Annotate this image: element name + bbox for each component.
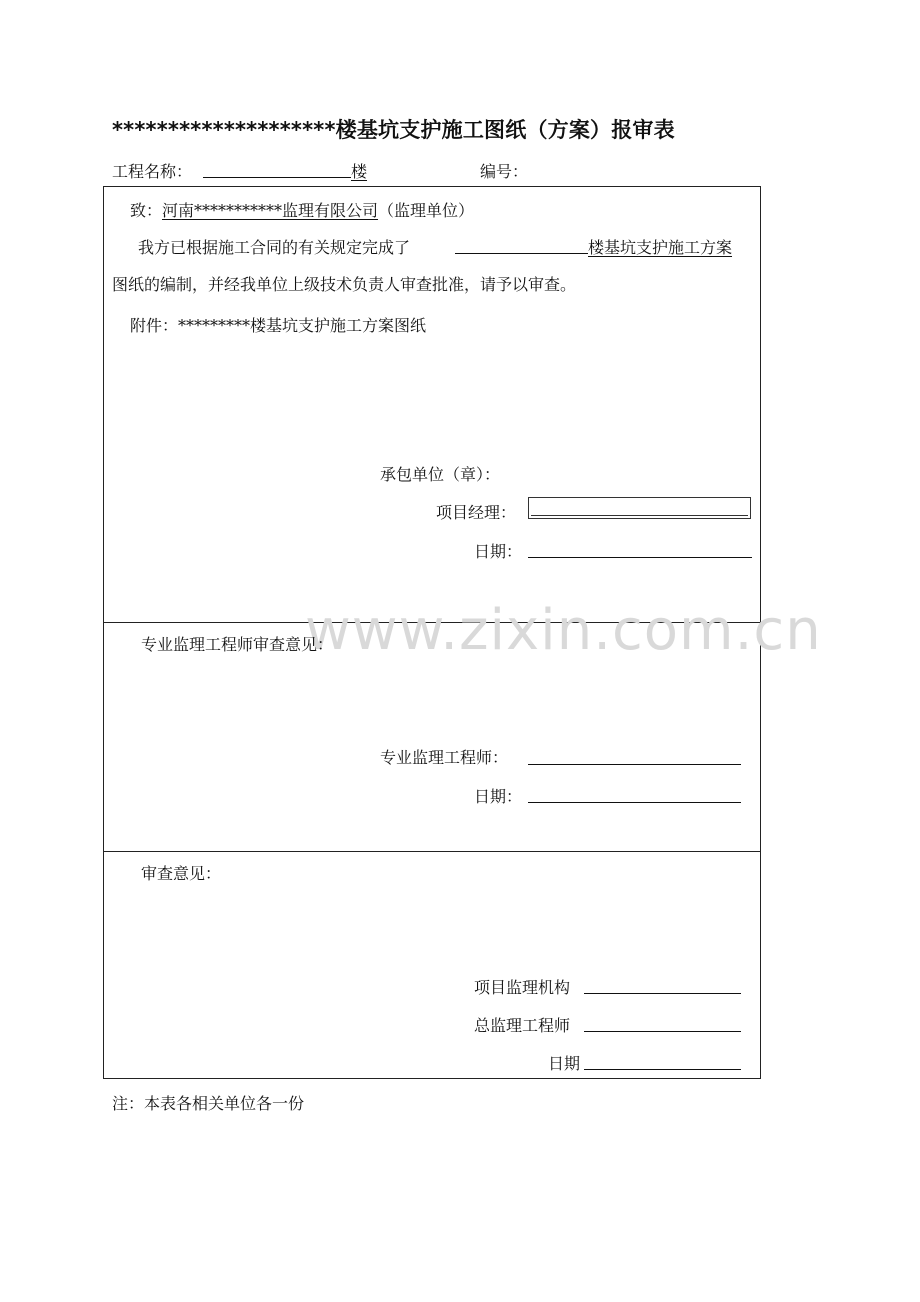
body-line-2: 图纸的编制，并经我单位上级技术负责人审查批准，请予以审查。 [112, 275, 577, 294]
footer-note: 注：本表各相关单位各一份 [112, 1094, 305, 1113]
body-fill-text: 楼基坑支护施工方案 [588, 238, 733, 257]
chief-engineer-label: 总监理工程师 [474, 1016, 571, 1035]
addressee-suffix: （监理单位） [378, 201, 475, 220]
project-manager-field[interactable] [528, 497, 751, 519]
supervision-org-blank[interactable] [584, 993, 741, 994]
contractor-label: 承包单位（章）： [380, 465, 501, 484]
date-label: 日期： [474, 787, 523, 806]
body-blank[interactable] [455, 253, 588, 254]
date-blank[interactable] [528, 557, 752, 558]
page-title: ********************楼基坑支护施工图纸（方案）报审表 [112, 118, 675, 142]
project-name-suffix: 楼 [351, 162, 368, 181]
engineer-opinion-label: 专业监理工程师审查意见： [141, 635, 334, 654]
review-opinion-label: 审查意见： [141, 864, 222, 883]
attachment-line: 附件：*********楼基坑支护施工方案图纸 [130, 316, 427, 335]
number-label: 编号： [480, 162, 529, 181]
engineer-blank[interactable] [528, 764, 741, 765]
date-blank[interactable] [528, 802, 741, 803]
date-blank[interactable] [584, 1069, 741, 1070]
project-manager-label: 项目经理： [436, 503, 517, 522]
watermark: www.zixin.com.cn [305, 598, 822, 663]
supervisor-company: 河南***********监理有限公司 [162, 201, 379, 220]
engineer-label: 专业监理工程师： [380, 748, 509, 767]
chief-engineer-blank[interactable] [584, 1031, 741, 1032]
addressee-line [130, 198, 474, 221]
section-divider [104, 851, 760, 852]
supervision-org-label: 项目监理机构 [474, 978, 571, 997]
date-label: 日期： [474, 542, 523, 561]
addressee-prefix: 致： [130, 201, 163, 220]
project-name-label: 工程名称： [112, 162, 193, 181]
body-prefix: 我方已根据施工合同的有关规定完成了 [138, 238, 411, 257]
date-label: 日期 [548, 1054, 581, 1073]
project-name-blank[interactable] [203, 177, 351, 178]
